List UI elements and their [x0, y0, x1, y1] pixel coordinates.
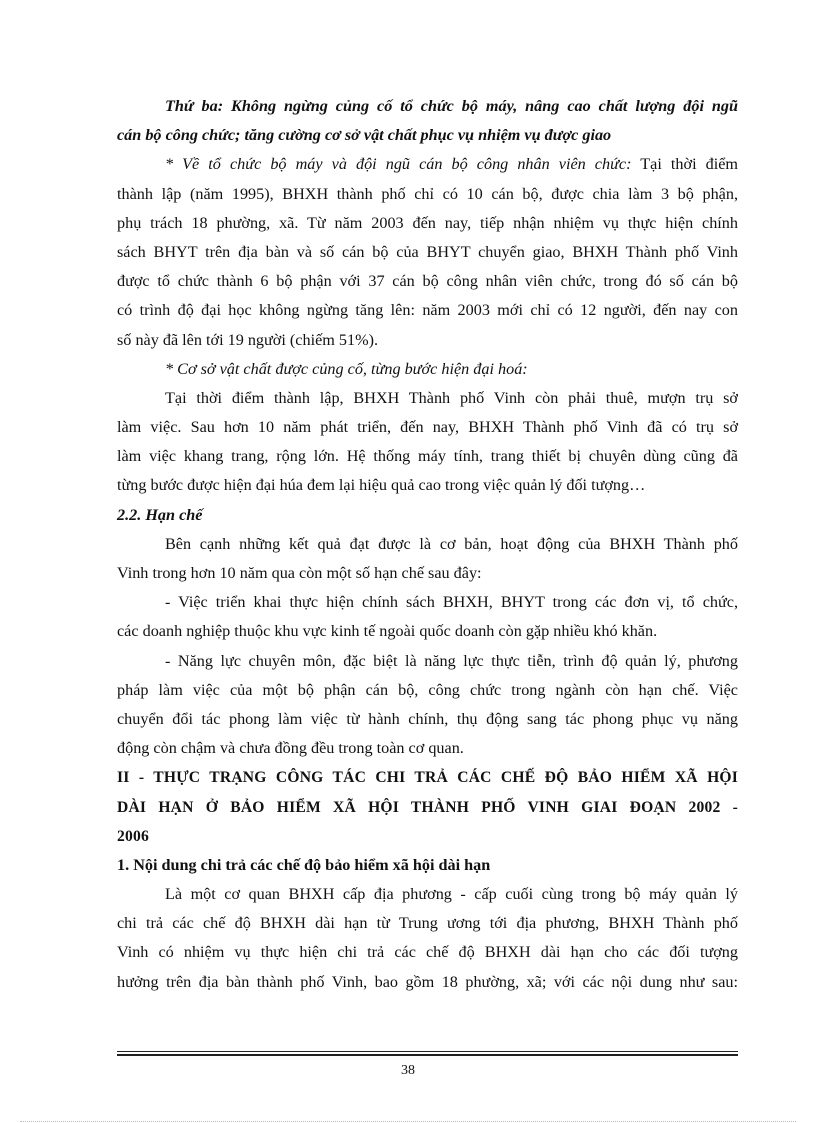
text-line: Vinh trong hơn 10 năm qua còn một số hạn chế sau đây:	[117, 564, 482, 582]
text-line: Là một cơ quan BHXH cấp địa phương - cấp cuối cùng trong bộ máy quản lý	[165, 885, 738, 904]
page-edge-dotted-line	[20, 1121, 796, 1122]
section-heading: 1. Nội dung chi trả các chế độ bảo hiểm xã hội dài hạn	[117, 855, 491, 874]
chapter-heading: 2006	[117, 827, 149, 845]
text-line: Bên cạnh những kết quả đạt được là cơ bản, hoạt động của BHXH Thành phố	[165, 534, 738, 553]
text-line: - Năng lực chuyên môn, đặc biệt là năng lực thực tiễn, trình độ quản lý, phương	[165, 651, 738, 670]
text-line: hưởng trên địa bàn thành phố Vinh, bao gồm 18 phường, xã; với các nội dung như sau:	[117, 972, 738, 991]
text-line: động còn chậm và chưa đồng đều trong toàn cơ quan.	[117, 739, 464, 758]
document-body	[117, 92, 738, 997]
text-line: Vinh có nhiệm vụ thực hiện chi trả các chế độ BHXH dài hạn cho các đối tượng	[117, 943, 738, 962]
text-line: sách BHYT trên địa bàn và số cán bộ của BHYT chuyển giao, BHXH Thành phố Vinh	[117, 242, 738, 261]
text-line: Tại thời điểm thành lập, BHXH Thành phố Vinh còn phải thuê, mượn trụ sở	[165, 388, 738, 407]
text-line: chuyển đổi tác phong làm việc từ hành chính, thụ động sang tác phong phục vụ năng	[117, 709, 738, 728]
chapter-heading: II - THỰC TRẠNG CÔNG TÁC CHI TRẢ CÁC CHẾ ĐỘ BẢO HIỂM XÃ HỘI	[117, 769, 738, 787]
text-line: thành lập (năm 1995), BHXH thành phố chỉ có 10 cán bộ, được chia làm 3 bộ phận,	[117, 184, 738, 203]
paragraph-heading-line: cán bộ công chức; tăng cường cơ sở vật chất phục vụ nhiệm vụ được giao	[117, 126, 612, 145]
page-number: 38	[401, 1063, 415, 1078]
subheading-line: * Cơ sở vật chất được củng cố, từng bước hiện đại hoá:	[165, 359, 528, 378]
text-span: Tại thời điểm	[631, 155, 739, 174]
footer-divider	[117, 1054, 738, 1056]
text-line: các doanh nghiệp thuộc khu vực kinh tế ngoài quốc doanh còn gặp nhiều khó khăn.	[117, 622, 658, 641]
text-line: pháp làm việc của một bộ phận cán bộ, công chức trong ngành còn hạn chế. Việc	[117, 680, 738, 699]
text-line: được tổ chức thành 6 bộ phận với 37 cán bộ công nhân viên chức, trong đó số cán bộ	[117, 272, 738, 291]
subheading-italic: * Về tổ chức bộ máy và đội ngũ cán bộ công nhân viên chức:	[165, 155, 632, 174]
text-line: có trình độ đại học không ngừng tăng lên: năm 2003 mới chỉ có 12 người, đến nay con	[117, 301, 738, 320]
chapter-heading: DÀI HẠN Ở BẢO HIỂM XÃ HỘI THÀNH PHỐ VINH GIAI ĐOẠN 2002 -	[117, 798, 738, 816]
text-line: - Việc triển khai thực hiện chính sách BHXH, BHYT trong các đơn vị, tổ chức,	[165, 593, 738, 612]
section-heading: 2.2. Hạn chế	[117, 505, 203, 524]
text-line: số này đã lên tới 19 người (chiếm 51%).	[117, 330, 379, 349]
text-line: từng bước được hiện đại húa đem lại hiệu quả cao trong việc quản lý đối tượng…	[117, 476, 646, 495]
text-line: chi trả các chế độ BHXH dài hạn từ Trung ương tới địa phương, BHXH Thành phố	[117, 914, 738, 933]
footer-divider	[117, 1051, 738, 1052]
text-line: làm việc khang trang, rộng lớn. Hệ thống máy tính, trang thiết bị chuyên dùng cũng đã	[117, 447, 738, 466]
paragraph-heading-line: Thứ ba: Không ngừng củng cố tổ chức bộ máy, nâng cao chất lượng đội ngũ	[165, 97, 738, 115]
text-line	[117, 150, 738, 179]
text-line: phụ trách 18 phường, xã. Từ năm 2003 đến nay, tiếp nhận nhiệm vụ thực hiện chính	[117, 213, 738, 232]
text-line: làm việc. Sau hơn 10 năm phát triển, đến nay, BHXH Thành phố Vinh đã có trụ sở	[117, 418, 738, 437]
